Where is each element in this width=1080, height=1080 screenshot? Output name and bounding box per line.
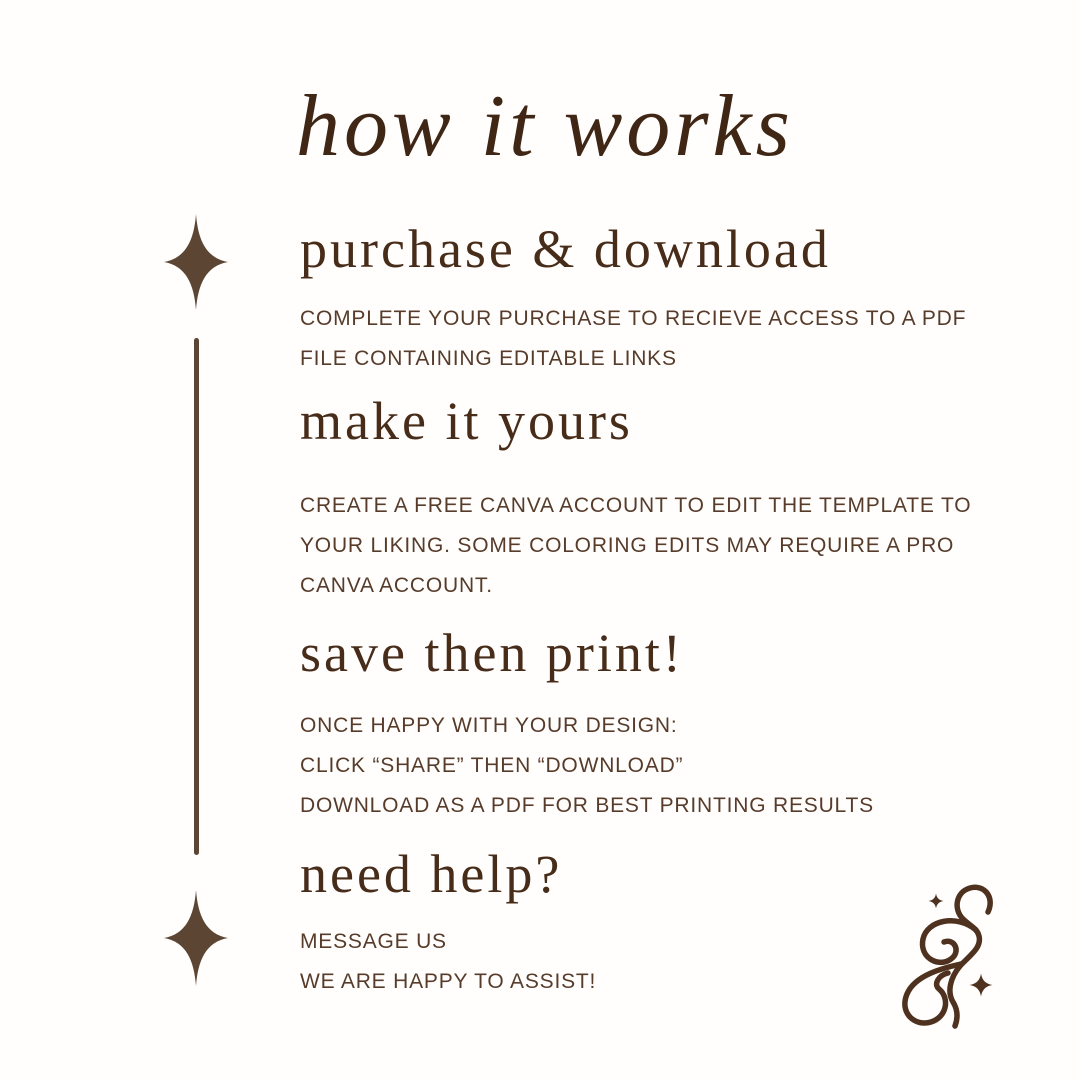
body-text-line: COMPLETE YOUR PURCHASE TO RECIEVE ACCESS TO A PDF xyxy=(300,307,967,330)
vertical-divider-line xyxy=(194,338,199,855)
body-text-line: DOWNLOAD AS A PDF FOR BEST PRINTING RESULTS xyxy=(300,794,874,817)
body-text-line: ONCE HAPPY WITH YOUR DESIGN: xyxy=(300,714,678,737)
body-text-line: YOUR LIKING. SOME COLORING EDITS MAY REQUIRE A PRO xyxy=(300,534,955,557)
sparkle-icon xyxy=(164,890,228,986)
body-text-line: FILE CONTAINING EDITABLE LINKS xyxy=(300,347,677,370)
body-text-line: WE ARE HAPPY TO ASSIST! xyxy=(300,970,597,993)
brand-monogram-icon xyxy=(898,878,1016,1040)
section-body-make-it-yours xyxy=(300,486,990,606)
section-body-purchase xyxy=(300,299,990,379)
body-text-line: CANVA ACCOUNT. xyxy=(300,574,493,597)
section-heading-save-print: save then print! xyxy=(300,623,684,683)
body-text-line: CREATE A FREE CANVA ACCOUNT TO EDIT THE TEMPLATE TO xyxy=(300,494,972,517)
section-body-save-print xyxy=(300,706,990,826)
section-heading-make-it-yours: make it yours xyxy=(300,391,633,451)
body-text-line: CLICK “SHARE” THEN “DOWNLOAD” xyxy=(300,754,684,777)
sparkle-icon xyxy=(164,214,228,310)
section-heading-purchase: purchase & download xyxy=(300,219,831,279)
section-heading-need-help: need help? xyxy=(300,844,563,904)
page-title: how it works xyxy=(296,78,794,175)
body-text-line: MESSAGE US xyxy=(300,930,447,953)
section-body-need-help xyxy=(300,922,990,1002)
